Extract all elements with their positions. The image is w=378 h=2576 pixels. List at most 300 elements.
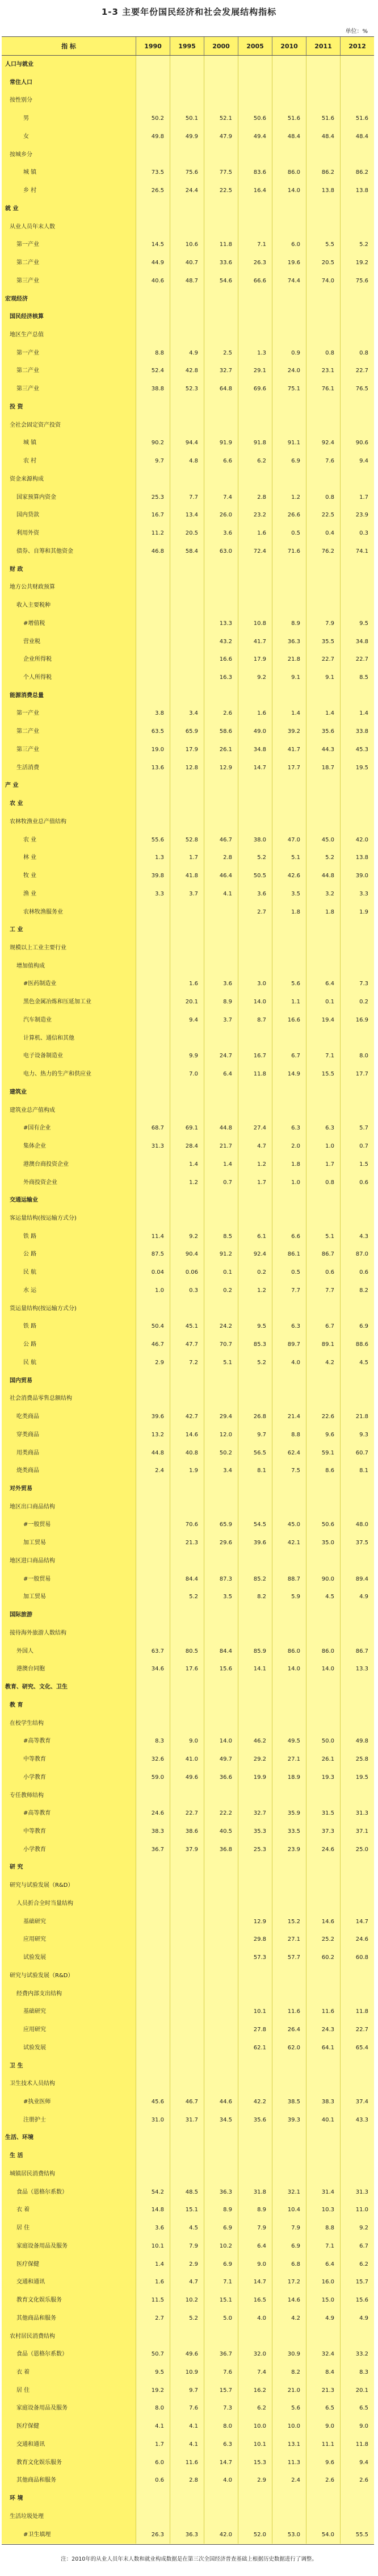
indicator-label: 第一产业: [2, 236, 136, 254]
value-cell: 0.8: [306, 489, 340, 507]
table-row: [2, 2039, 374, 2057]
value-cell: 36.7: [136, 1841, 170, 1859]
value-cell: [272, 398, 306, 416]
table-row: [2, 1408, 374, 1426]
value-cell: 16.6: [272, 1011, 306, 1029]
value-cell: 47.7: [170, 1336, 204, 1354]
value-cell: [272, 1210, 306, 1228]
table-row: [2, 597, 374, 615]
value-cell: 1.6: [238, 524, 272, 543]
value-cell: 0.9: [272, 344, 306, 362]
indicator-label: 医疗保健: [2, 2417, 136, 2436]
value-cell: [170, 615, 204, 633]
indicator-label: 按性别分: [2, 91, 136, 110]
value-cell: [170, 1931, 204, 1949]
value-cell: [340, 146, 374, 164]
value-cell: 6.2: [238, 452, 272, 470]
value-cell: [306, 921, 340, 939]
value-cell: 2.4: [136, 1462, 170, 1480]
value-cell: [170, 1913, 204, 1931]
table-row: [2, 1102, 374, 1120]
value-cell: 60.2: [306, 1949, 340, 1967]
value-cell: 86.0: [272, 1643, 306, 1661]
value-cell: [136, 687, 170, 705]
value-cell: 55.5: [340, 2526, 374, 2544]
indicator-label: 国际旅游: [2, 1606, 136, 1624]
value-cell: [170, 218, 204, 236]
value-cell: 41.0: [170, 1750, 204, 1769]
indicator-label: 居 住: [2, 2382, 136, 2400]
value-cell: [204, 1606, 238, 1624]
value-cell: 23.9: [272, 1841, 306, 1859]
value-cell: [204, 1895, 238, 1913]
indicator-label: 林 业: [2, 849, 136, 867]
value-cell: 1.4: [272, 705, 306, 723]
value-cell: 17.7: [340, 1065, 374, 1083]
value-cell: [340, 308, 374, 326]
value-cell: 59.1: [306, 1444, 340, 1462]
value-cell: 15.1: [204, 2291, 238, 2310]
value-cell: [340, 1858, 374, 1877]
value-cell: 21.0: [272, 2382, 306, 2400]
indicator-label: 农 业: [2, 795, 136, 813]
value-cell: 63.0: [204, 543, 238, 561]
value-cell: 5.1: [272, 849, 306, 867]
indicator-label: 外商投资企业: [2, 1174, 136, 1192]
value-cell: [204, 1877, 238, 1895]
value-cell: 49.7: [204, 1750, 238, 1769]
indicator-label: 社会消费品零售总额结构: [2, 1390, 136, 1408]
value-cell: [306, 1083, 340, 1102]
value-cell: [340, 1606, 374, 1624]
value-cell: 76.2: [306, 543, 340, 561]
subsection-row: [2, 1191, 374, 1210]
table-row: [2, 1534, 374, 1552]
value-cell: 0.1: [306, 993, 340, 1011]
value-cell: [238, 470, 272, 489]
value-cell: [136, 1678, 170, 1697]
section-row: [2, 777, 374, 795]
section-row: [2, 2129, 374, 2147]
value-cell: 7.9: [306, 615, 340, 633]
value-cell: [170, 2147, 204, 2165]
value-cell: [136, 1174, 170, 1192]
indicator-label: 交通和通讯: [2, 2273, 136, 2291]
value-cell: [204, 1985, 238, 2003]
value-cell: 11.6: [306, 2003, 340, 2021]
table-row: [2, 939, 374, 957]
value-cell: 17.6: [170, 1660, 204, 1678]
value-cell: 26.0: [204, 506, 238, 524]
value-cell: 6.1: [238, 1228, 272, 1246]
table-row: [2, 506, 374, 524]
value-cell: 83.6: [238, 164, 272, 182]
value-cell: 15.0: [306, 2291, 340, 2310]
value-cell: [170, 326, 204, 344]
value-cell: 36.3: [272, 633, 306, 651]
value-cell: [340, 74, 374, 92]
value-cell: 14.0: [306, 1660, 340, 1678]
value-cell: [272, 597, 306, 615]
value-cell: 58.6: [204, 723, 238, 741]
value-cell: [272, 1191, 306, 1210]
value-cell: 25.3: [136, 489, 170, 507]
value-cell: [306, 2490, 340, 2508]
value-cell: [272, 2057, 306, 2075]
value-cell: 0.7: [340, 1137, 374, 1156]
value-cell: [272, 2129, 306, 2147]
value-cell: [170, 1858, 204, 1877]
value-cell: [238, 1300, 272, 1318]
unit-label: 单位：%: [345, 28, 368, 35]
value-cell: 10.2: [170, 2291, 204, 2310]
table-row: [2, 1967, 374, 1985]
value-cell: 40.6: [136, 272, 170, 290]
value-cell: 16.3: [204, 669, 238, 687]
table-row: [2, 723, 374, 741]
header-year: 1990: [136, 37, 170, 55]
value-cell: 3.8: [136, 705, 170, 723]
value-cell: [340, 1967, 374, 1985]
value-cell: 85.9: [238, 1643, 272, 1661]
table-row: [2, 524, 374, 543]
value-cell: 20.5: [170, 524, 204, 543]
value-cell: [136, 470, 170, 489]
table-row: [2, 1245, 374, 1264]
value-cell: [136, 795, 170, 813]
value-cell: [238, 74, 272, 92]
value-cell: [136, 975, 170, 993]
value-cell: 13.8: [306, 182, 340, 200]
value-cell: 1.2: [272, 489, 306, 507]
value-cell: [204, 813, 238, 831]
indicator-label: 农林牧渔服务业: [2, 903, 136, 922]
indicator-label: 计算机、通信和其他: [2, 1029, 136, 1048]
value-cell: [204, 1697, 238, 1715]
indicator-label: 财 政: [2, 561, 136, 579]
value-cell: [136, 1372, 170, 1390]
indicator-label: 乡 村: [2, 182, 136, 200]
value-cell: 14.0: [272, 1660, 306, 1678]
indicator-label: 生活垃圾处理: [2, 2508, 136, 2526]
value-cell: 48.4: [272, 128, 306, 146]
table-row: [2, 2021, 374, 2039]
value-cell: 14.1: [238, 1660, 272, 1678]
value-cell: 11.6: [272, 2003, 306, 2021]
table-row: [2, 2237, 374, 2256]
value-cell: [272, 218, 306, 236]
table-header: [2, 36, 374, 56]
value-cell: 8.9: [204, 2201, 238, 2219]
value-cell: 4.1: [204, 885, 238, 903]
value-cell: 6.5: [306, 2399, 340, 2417]
value-cell: 15.6: [340, 2291, 374, 2310]
value-cell: 8.7: [238, 1011, 272, 1029]
value-cell: [306, 2328, 340, 2346]
value-cell: [306, 2057, 340, 2075]
value-cell: 16.2: [238, 2382, 272, 2400]
table-row: [2, 254, 374, 272]
value-cell: 44.9: [136, 254, 170, 272]
value-cell: 2.6: [340, 2471, 374, 2490]
value-cell: [136, 1011, 170, 1029]
value-cell: 4.1: [170, 2417, 204, 2436]
value-cell: 7.1: [306, 2237, 340, 2256]
value-cell: [340, 777, 374, 795]
value-cell: [272, 416, 306, 435]
header-year: 2012: [340, 37, 374, 55]
value-cell: [170, 921, 204, 939]
table-row: [2, 1750, 374, 1769]
value-cell: [272, 326, 306, 344]
indicator-label: 第一产业: [2, 705, 136, 723]
value-cell: [204, 74, 238, 92]
indicator-label: #高等教育: [2, 1732, 136, 1750]
indicator-label: 穿类商品: [2, 1426, 136, 1444]
value-cell: 6.9: [272, 452, 306, 470]
indicator-label: 基础研究: [2, 2003, 136, 2021]
value-cell: 22.2: [204, 1804, 238, 1823]
value-cell: 4.5: [306, 1588, 340, 1606]
value-cell: 23.9: [340, 506, 374, 524]
value-cell: [306, 687, 340, 705]
value-cell: 47.9: [204, 128, 238, 146]
indicator-label: 渔 业: [2, 885, 136, 903]
value-cell: [306, 1191, 340, 1210]
value-cell: 8.2: [272, 2364, 306, 2382]
value-cell: 1.8: [272, 903, 306, 922]
value-cell: 12.0: [204, 1426, 238, 1444]
indicator-label: 农 业: [2, 831, 136, 849]
indicator-label: 女: [2, 128, 136, 146]
table-row: [2, 1174, 374, 1192]
value-cell: 24.3: [306, 2021, 340, 2039]
value-cell: 4.2: [306, 1354, 340, 1372]
value-cell: 10.8: [238, 615, 272, 633]
value-cell: 84.4: [204, 1643, 238, 1661]
value-cell: 14.7: [340, 1913, 374, 1931]
value-cell: [272, 921, 306, 939]
table-row: [2, 182, 374, 200]
value-cell: 38.0: [238, 831, 272, 849]
value-cell: [272, 1858, 306, 1877]
value-cell: 9.6: [306, 2454, 340, 2472]
value-cell: 32.6: [136, 1750, 170, 1769]
value-cell: [272, 1372, 306, 1390]
value-cell: 19.5: [340, 1769, 374, 1787]
value-cell: [170, 2057, 204, 2075]
value-cell: 50.4: [136, 1318, 170, 1336]
value-cell: 86.2: [340, 164, 374, 182]
value-cell: [238, 1787, 272, 1805]
value-cell: 5.7: [340, 1119, 374, 1137]
value-cell: [306, 957, 340, 976]
value-cell: [340, 1390, 374, 1408]
value-cell: [170, 2129, 204, 2147]
value-cell: 51.6: [272, 110, 306, 128]
value-cell: [340, 1697, 374, 1715]
indicator-label: 铁 路: [2, 1318, 136, 1336]
indicator-label: 能源消费总量: [2, 687, 136, 705]
indicator-label: 食品（恩格尔系数）: [2, 2183, 136, 2202]
value-cell: 7.3: [204, 2399, 238, 2417]
value-cell: 7.7: [170, 489, 204, 507]
value-cell: 52.8: [170, 831, 204, 849]
value-cell: [136, 2490, 170, 2508]
value-cell: 85.2: [238, 1570, 272, 1589]
section-row: [2, 290, 374, 309]
indicator-label: 集体企业: [2, 1137, 136, 1156]
value-cell: 24.2: [204, 1318, 238, 1336]
value-cell: 4.8: [170, 452, 204, 470]
value-cell: [238, 2490, 272, 2508]
value-cell: 18.7: [306, 759, 340, 777]
value-cell: 15.5: [306, 1065, 340, 1083]
subsection-row: [2, 1858, 374, 1877]
table-row: [2, 434, 374, 452]
value-cell: [170, 669, 204, 687]
value-cell: 86.0: [272, 164, 306, 182]
value-cell: 35.9: [272, 1804, 306, 1823]
indicator-label: 第一产业: [2, 344, 136, 362]
value-cell: 9.0: [340, 2417, 374, 2436]
value-cell: 39.2: [272, 723, 306, 741]
value-cell: 8.2: [238, 1588, 272, 1606]
value-cell: 73.5: [136, 164, 170, 182]
subsection-row: [2, 1480, 374, 1498]
indicator-label: 试验发展: [2, 2039, 136, 2057]
value-cell: 9.5: [238, 1318, 272, 1336]
value-cell: 31.3: [136, 1137, 170, 1156]
value-cell: 14.7: [238, 2273, 272, 2291]
indicator-label: 黑色金属冶炼和压延加工业: [2, 993, 136, 1011]
value-cell: [238, 1715, 272, 1733]
value-cell: [272, 1985, 306, 2003]
value-cell: 38.8: [136, 380, 170, 398]
table-row: [2, 452, 374, 470]
value-cell: 19.6: [272, 254, 306, 272]
indicator-label: 食品（恩格尔系数）: [2, 2345, 136, 2364]
value-cell: 70.7: [204, 1336, 238, 1354]
value-cell: [204, 795, 238, 813]
value-cell: 52.1: [204, 110, 238, 128]
value-cell: 0.6: [340, 1264, 374, 1282]
value-cell: 35.3: [238, 1823, 272, 1841]
value-cell: [204, 2075, 238, 2093]
value-cell: 51.6: [340, 110, 374, 128]
value-cell: 21.3: [170, 1534, 204, 1552]
table-row: [2, 615, 374, 633]
value-cell: [204, 2508, 238, 2526]
value-cell: 1.8: [306, 903, 340, 922]
value-cell: 27.4: [238, 1119, 272, 1137]
table-row: [2, 1660, 374, 1678]
value-cell: 46.2: [238, 1732, 272, 1750]
value-cell: [238, 308, 272, 326]
value-cell: 74.4: [272, 272, 306, 290]
value-cell: 7.4: [238, 2364, 272, 2382]
indicator-label: 公 路: [2, 1336, 136, 1354]
value-cell: 57.7: [272, 1949, 306, 1967]
value-cell: 49.4: [238, 128, 272, 146]
value-cell: 0.7: [204, 1174, 238, 1192]
value-cell: 11.0: [340, 2201, 374, 2219]
value-cell: [136, 1606, 170, 1624]
table-row: [2, 1787, 374, 1805]
value-cell: 50.1: [170, 110, 204, 128]
value-cell: [272, 1029, 306, 1048]
value-cell: 14.5: [136, 236, 170, 254]
value-cell: 1.4: [170, 1156, 204, 1174]
value-cell: 11.4: [136, 1228, 170, 1246]
table-row: [2, 2364, 374, 2382]
value-cell: [204, 1210, 238, 1228]
indicator-label: 教 育: [2, 1697, 136, 1715]
value-cell: 50.7: [136, 2345, 170, 2364]
value-cell: 1.4: [204, 1156, 238, 1174]
value-cell: 54.5: [238, 1516, 272, 1534]
value-cell: 80.5: [170, 1643, 204, 1661]
value-cell: 6.2: [238, 2399, 272, 2417]
value-cell: [272, 578, 306, 597]
value-cell: [136, 398, 170, 416]
value-cell: 88.6: [340, 1336, 374, 1354]
table-row: [2, 2201, 374, 2219]
value-cell: 31.5: [306, 1804, 340, 1823]
footnote: 注：2010年的从业人员年末人数和就业构成数据是在第三次全国经济普查基础上根据历史数据进行了调整。: [61, 2556, 317, 2562]
table-row: [2, 1047, 374, 1065]
value-cell: [238, 777, 272, 795]
value-cell: 75.6: [170, 164, 204, 182]
indicator-label: 应用研究: [2, 2021, 136, 2039]
value-cell: 86.0: [306, 1643, 340, 1661]
header-indicator: 指 标: [2, 37, 136, 55]
value-cell: [238, 1372, 272, 1390]
indicator-label: 地方公共财政预算: [2, 578, 136, 597]
indicator-label: 交通和通讯: [2, 2436, 136, 2454]
value-cell: 49.5: [272, 1732, 306, 1750]
value-cell: 41.8: [170, 867, 204, 885]
value-cell: 40.1: [306, 2111, 340, 2129]
value-cell: [170, 795, 204, 813]
value-cell: 8.0: [204, 2417, 238, 2436]
value-cell: [340, 957, 374, 976]
value-cell: [170, 1102, 204, 1120]
value-cell: [238, 2147, 272, 2165]
indicator-label: 第二产业: [2, 723, 136, 741]
table-row: [2, 1715, 374, 1733]
value-cell: [306, 56, 340, 74]
value-cell: 33.6: [204, 254, 238, 272]
value-cell: [272, 1877, 306, 1895]
table-row: [2, 2219, 374, 2237]
value-cell: 41.7: [238, 633, 272, 651]
value-cell: 75.6: [340, 272, 374, 290]
value-cell: 29.4: [204, 1408, 238, 1426]
value-cell: [340, 2129, 374, 2147]
indicator-label: 加工贸易: [2, 1534, 136, 1552]
indicator-label: 研 究: [2, 1858, 136, 1877]
value-cell: 8.8: [306, 2219, 340, 2237]
value-cell: [136, 91, 170, 110]
value-cell: [238, 1895, 272, 1913]
value-cell: 16.7: [136, 506, 170, 524]
indicator-label: 汽车制造业: [2, 1011, 136, 1029]
table-row: [2, 1895, 374, 1913]
value-cell: 48.4: [306, 128, 340, 146]
indicator-label: 国内贸易: [2, 1372, 136, 1390]
value-cell: [136, 1390, 170, 1408]
